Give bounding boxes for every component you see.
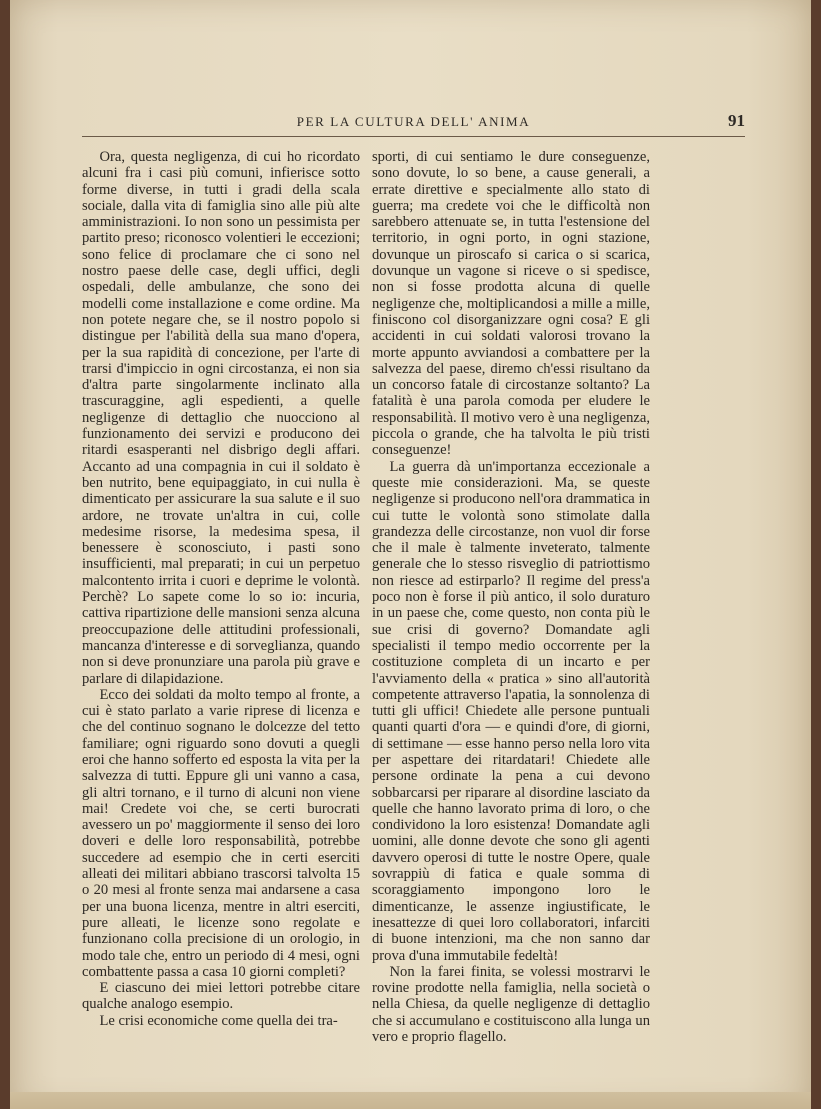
paragraph: Non la farei finita, se volessi mostrarvi le rovine prodotte nella famiglia, nella società o nella Chiesa, da quelle negligenze di dettaglio che si accumulano e costituiscono alla lunga un vero e proprio flagello.: [372, 963, 650, 1046]
text-column-right: [372, 149, 650, 1045]
paragraph-continuation: sporti, di cui sentiamo le dure conseguenze, sono dovute, lo so bene, a cause generali, a errate direttive e specialmente allo stato di guerra; ma credete voi che le difficoltà non sarebbero attenuate se, in tutta l'estensione del territorio, in ogni porto, in ogni stazione, dovunque un piroscafo si carica o si scarica, dovunque un vagone si riceve o si spedisce, non si fosse prodotta alcuna di quelle negligenze che, moltiplicandosi a mille a mille, finiscono col disorganizzare ogni cosa? E gli accidenti in cui soldati valorosi trovano la morte appunto avviandosi a combattere per la salvezza del paese, diremo ch'essi risultano da un concorso fatale di circostanze soltanto? La fatalità è una parola comoda per eludere le responsabilità. Il motivo vero è una negligenza, piccola o grande, che ha talvolta le più tristi conseguenze!: [372, 149, 650, 459]
page-bottom-edge: [10, 1092, 811, 1109]
paragraph: Le crisi economiche come quella dei tra-: [99, 1012, 338, 1029]
paragraph: E ciascuno dei miei lettori potrebbe citare qualche analogo esempio.: [82, 980, 360, 1013]
page-header: [82, 112, 745, 137]
running-title: PER LA CULTURA DELL' ANIMA: [296, 114, 531, 129]
page-number: 91: [728, 111, 745, 130]
paragraph: Ecco dei soldati da molto tempo al fronte, a cui è stato parlato a varie riprese di licenza e che del continuo sognano le dolcezze del tetto familiare; ogni riguardo sono dovuti a quegli eroi che hanno sofferto ed esposta la vita per la salvezza di tutti. Eppure gli uni vanno a casa, gli altri tornano, e il turno di alcuni non viene mai! Credete voi che, se certi burocrati avessero un po' maggiormente il senso dei loro doveri e delle loro responsabilità, potrebbe succedere ad esempio che in certi eserciti alleati dei militari abbiano trascorsi talvolta 15 o 20 mesi al fronte senza mai andarsene a casa per una buona licenza, mentre in altri eserciti, pure alleati, le licenze sono regolate e funzionano colla precisione di un orologio, in modo tale che, entro un periodo di 4 mesi, ogni combattente passa a casa 10 giorni completi?: [82, 686, 360, 980]
paragraph: Ora, questa negligenza, di cui ho ricordato alcuni fra i casi più comuni, infierisce sotto forme diverse, in tutti i gradi della scala sociale, dalla vita di famiglia sino alle più alte amministrazioni. Io non sono un pessimista per partito preso; riconosco volentieri le eccezioni; sono felice di proclamare che ci sono nel nostro paese delle case, degli uffici, degli ospedali, delle ambulanze, che sono dei modelli come installazione e come ordine. Ma non potete negare che, se il nostro popolo si distingue per l'abilità della sua mano d'opera, per la sua rapidità di concezione, per l'arte di trarsi d'impiccio in ogni circostanza, ei non sia d'altra parte singolarmente inclinato alla trascuraggine, agli espedienti, a quelle negligenze di dettaglio che nuocciono al funzionamento dei servizi e producono dei ritardi esasperanti nel disbrigo degli affari. Accanto ad una compagnia in cui il soldato è ben nutrito, bene equipaggiato, in cui nulla è dimenticato per assicurare la sua salute e il suo ardore, ne trovate un'altra in cui, colle medesime risorse, la medesima spesa, il benessere è sconosciuto, i pasti sono insufficienti, mal preparati; in cui un perpetuo malcontento irrita i cuori e deprime le volontà. Perchè? Lo sapete come lo so io: incuria, cattiva ripartizione delle mansioni senza alcuna preoccupazione delle attitudini professionali, mancanza d'interesse e di sorveglianza, quando non si deve pronunziare una parola più grave e parlare di dilapidazione.: [82, 149, 360, 687]
text-column-left: [82, 149, 360, 1029]
paragraph: La guerra dà un'importanza eccezionale a queste mie considerazioni. Ma, se queste negligenze si producono nell'ora drammatica in cui tutte le volontà sono stimolate dalla grandezza delle circostanze, non vuol dir forse che il male è talmente inveterato, talmente generale che lo stesso risveglio di patriottismo non riesce ad estirparlo? Il regime del press'a poco non è forse il più antico, il solo duraturo in un paese che, come questo, non conta più le sue crisi di governo? Domandate agli specialisti il tempo medio occorrente per la costituzione completa di un incarto e per l'avviamento della « pratica » sino all'autorità competente attraverso l'apatia, la sonnolenza di tutti gli uffici! Chiedete alle persone puntuali quanti quarti d'ora — e quindi d'ore, di giorni, di settimane — esse hanno perso nella loro vita per aspettare dei ritardatari! Chiedete alle persone ordinate la pena a cui devono sobbarcarsi per riparare al disordine lasciato da quelle che hanno lavorato prima di loro, o che condividono la loro esistenza! Domandate agli uomini, alle donne devote che sono gli agenti davvero operosi di tutte le nostre Opere, quale sovrappiù di fatica e quale somma di scoraggiamento impongono loro le dimenticanze, le assenze ingiustificate, le inesattezze di quei loro collaboratori, infarciti di buone intenzioni, ma che non sanno dar prova d'una immutabile fedeltà!: [372, 458, 650, 964]
